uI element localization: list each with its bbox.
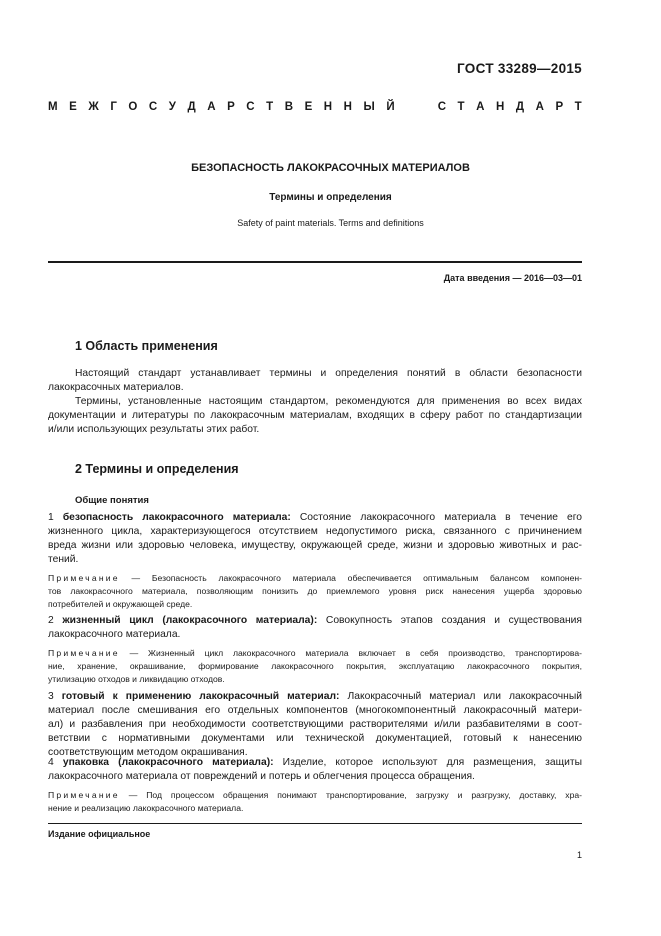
note-line: нение и реализацию лакокрасочного материала. xyxy=(48,803,244,813)
term-1-note xyxy=(48,572,582,611)
banner-letter: Т xyxy=(266,101,274,113)
term-2 xyxy=(48,614,582,642)
banner-letter: У xyxy=(168,101,176,113)
banner-letter: С xyxy=(437,101,446,113)
term-name: безопасность лакокрасочного материала: xyxy=(62,512,291,523)
term-number: 1 xyxy=(48,512,54,523)
term-definition-start: Лакокрасочный материал или лакокрасочный xyxy=(347,691,582,702)
banner-letter: Н xyxy=(323,101,333,113)
page-number: 1 xyxy=(576,850,582,860)
banner-letter: С xyxy=(246,101,255,113)
note-line: тов лакокрасочного материала, позволяющим понизить до приемлемого уровня риск нанесения ущерба здоровью xyxy=(48,586,582,596)
banner-letter: М xyxy=(48,101,58,113)
banner-letter: А xyxy=(535,101,544,113)
title-divider xyxy=(48,261,582,263)
english-title: Safety of paint materials. Terms and definitions xyxy=(237,218,424,228)
term-4 xyxy=(48,756,582,784)
term-definition-start: Совокупность этапов создания и существования xyxy=(325,615,582,626)
note-line: ние, хранение, окрашивание, формирование лакокрасочного покрытия, эксплуатацию лакокрасочного покрытия, xyxy=(48,661,582,671)
banner-letter: Н xyxy=(495,101,505,113)
banner-gap xyxy=(406,101,426,113)
document-title: БЕЗОПАСНОСТЬ ЛАКОКРАСОЧНЫХ МАТЕРИАЛОВ xyxy=(191,162,470,174)
term-1 xyxy=(48,511,582,567)
banner-letter: О xyxy=(128,101,138,113)
banner-letter: Т xyxy=(574,101,582,113)
banner-letter: Г xyxy=(110,101,117,113)
text-line: Настоящий стандарт устанавливает термины и определения понятий в области безопасности xyxy=(75,368,582,379)
text-line: соответствующим методом окрашивания. xyxy=(48,747,248,758)
banner-letter: А xyxy=(476,101,485,113)
text-line: материал после смешивания его отдельных компонентов (многокомпонентный лакокрасочный матери- xyxy=(48,705,582,716)
text-line: Термины, установленные настоящим стандартом, рекомендуются для применения во всех видах xyxy=(75,396,582,407)
term-number: 3 xyxy=(48,691,54,702)
banner-letter: Д xyxy=(187,101,196,113)
banner-letter: Т xyxy=(457,101,465,113)
banner-letter: Н xyxy=(343,101,352,113)
note-text: — Под процессом обращения понимают транспортирование, загрузку и разгрузку, доставку, хра- xyxy=(128,790,583,800)
text-line: жизненного цикла, характеризующегося отсутствием недопустимого риска, связанного с причинением xyxy=(48,526,582,537)
text-line: документации и литературы по лакокрасочным материалам, входящих в сферу работ по стандартизации xyxy=(48,410,582,421)
standard-banner xyxy=(48,101,582,113)
gost-code: ГОСТ 33289—2015 xyxy=(457,61,582,76)
section-2-heading: 2 Термины и определения xyxy=(75,462,239,476)
term-3 xyxy=(48,690,582,760)
introduction-date: Дата введения — 2016—03—01 xyxy=(443,273,582,283)
text-line: лакокрасочного материала от повреждений и потерь и облегчения процесса обращения. xyxy=(48,771,475,782)
footer-divider xyxy=(48,823,582,824)
term-number: 2 xyxy=(48,615,54,626)
banner-letter: Е xyxy=(69,101,77,113)
banner-letter: А xyxy=(207,101,216,113)
term-4-note xyxy=(48,789,582,815)
text-line: лакокрасочных материалов. xyxy=(48,382,184,393)
note-line: утилизацию отходов и ликвидацию отходов. xyxy=(48,674,225,684)
note-first-line xyxy=(48,572,582,585)
banner-letter: Р xyxy=(227,101,235,113)
note-label: Примечание xyxy=(48,790,120,800)
banner-letter: Й xyxy=(386,101,395,113)
note-label: Примечание xyxy=(48,648,120,658)
note-line: потребителей и окружающей среде. xyxy=(48,599,193,609)
section-1-paragraph-1 xyxy=(48,367,582,395)
term-first-line xyxy=(48,614,582,628)
note-first-line xyxy=(48,789,582,802)
term-definition-start: Изделие, которое используют для размещения, защиты xyxy=(282,757,582,768)
text-line: тений. xyxy=(48,554,79,565)
banner-letter: В xyxy=(284,101,294,113)
text-line: лакокрасочного материала. xyxy=(48,629,181,640)
term-number: 4 xyxy=(48,757,54,768)
banner-letter: Р xyxy=(555,101,564,113)
term-first-line xyxy=(48,756,582,770)
term-name: готовый к применению лакокрасочный материал: xyxy=(61,691,340,702)
banner-letter: Ы xyxy=(363,101,375,113)
section-1-paragraph-2 xyxy=(48,395,582,437)
text-line: ветствии с нормативными документами или технической документацией, готовый к нанесению xyxy=(48,733,582,744)
text-line: вреда жизни или здоровью человека, имуществу, окружающей среде, жизни и здоровью животных и рас- xyxy=(48,540,582,551)
text-line: и/или использующих результаты этих работ. xyxy=(48,424,260,435)
banner-letter: Е xyxy=(304,101,313,113)
document-subtitle: Термины и определения xyxy=(269,192,392,203)
note-text: — Безопасность лакокрасочного материала обеспечивается оптимальным балансом компонен- xyxy=(131,573,582,583)
term-2-note xyxy=(48,647,582,686)
banner-letter: С xyxy=(148,101,158,113)
note-label: Примечание xyxy=(48,573,120,583)
note-first-line xyxy=(48,647,582,660)
term-first-line xyxy=(48,511,582,525)
term-definition-start: Состояние лакокрасочного материала в течение его xyxy=(299,512,582,523)
subsection-heading: Общие понятия xyxy=(75,495,149,506)
note-text: — Жизненный цикл лакокрасочного материала включает в себя производство, транспортирова- xyxy=(129,648,583,658)
term-name: жизненный цикл (лакокрасочного материала): xyxy=(62,615,318,626)
banner-letter: Д xyxy=(515,101,525,113)
text-line: ал) и разбавления при необходимости соответствующими растворителями и/или разбавителями в соот- xyxy=(48,719,582,730)
section-1-heading: 1 Область применения xyxy=(75,339,218,353)
edition-label: Издание официальное xyxy=(48,829,151,839)
term-name: упаковка (лакокрасочного материала): xyxy=(62,757,274,768)
term-first-line xyxy=(48,690,582,704)
banner-letter: Ж xyxy=(88,101,99,113)
